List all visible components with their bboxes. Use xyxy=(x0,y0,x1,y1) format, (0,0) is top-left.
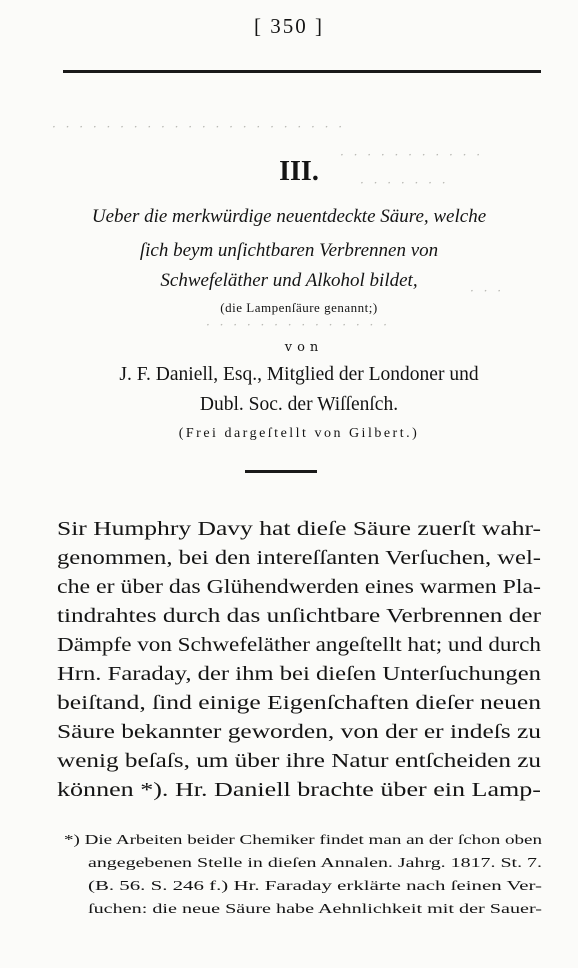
body-text-line: tindrahtes durch das unſichtbare Verbrennen der xyxy=(57,605,541,627)
byline-word: von xyxy=(284,340,324,355)
article-subtitle: (die Lampenſäure genannt;) xyxy=(220,300,378,315)
body-text-line: können *). Hr. Daniell brachte über ein Lamp- xyxy=(57,779,541,801)
article-title-line: ſich beym unſichtbaren Verbrennen von xyxy=(139,240,439,261)
body-text-line: Säure bekannter geworden, von der er indeſs zu xyxy=(57,721,541,743)
body-text-line: genommen, bei den intereſſanten Verſuchen, wel- xyxy=(57,547,541,569)
footnote-line: (B. 56. S. 246 f.) Hr. Faraday erklärte nach ſeinen Ver- xyxy=(88,878,542,893)
page-number: [ 350 ] xyxy=(254,14,324,38)
show-through-text: · · · · · · · xyxy=(360,176,449,190)
show-through-text: · · · · · · · · · · · xyxy=(340,148,484,162)
footnote-line: angegebenen Stelle in dieſen Annalen. Jahrg. 1817. St. 7. xyxy=(88,855,542,870)
body-text-line: Sir Humphry Davy hat dieſe Säure zuerſt wahr- xyxy=(57,518,541,540)
show-through-text: · · · · · · · · · · · · · · xyxy=(206,318,390,332)
body-text-line: Hrn. Faraday, der ihm bei dieſen Unterſuchungen xyxy=(57,663,541,685)
body-text-line: Dämpfe von Schwefeläther angeſtellt hat; und durch xyxy=(57,634,541,656)
footnote-line: ſuchen: die neue Säure habe Aehnlichkeit mit der Sauer- xyxy=(88,901,542,916)
body-text-line: wenig beſaſs, um über ihre Natur entſcheiden zu xyxy=(57,750,541,772)
body-text-line: beiſtand, ſind einige Eigenſchaften dieſer neuen xyxy=(57,692,541,714)
body-text-line: che er über das Glühendwerden eines warmen Pla- xyxy=(57,576,541,598)
show-through-text: · · · xyxy=(470,284,505,298)
author-line: Dubl. Soc. der Wiſſenſch. xyxy=(199,394,399,415)
author-line: J. F. Daniell, Esq., Mitglied der Londoner und xyxy=(119,364,479,385)
show-through-text: · · · · · · · · · · · · · · · · · · · · · · xyxy=(52,120,346,134)
translation-note: (Frei dargeſtellt von Gilbert.) xyxy=(178,426,420,441)
article-title-line: Ueber die merkwürdige neuentdeckte Säure, welche xyxy=(91,206,487,227)
section-number: III. xyxy=(279,156,319,187)
section-divider xyxy=(245,470,317,473)
header-rule xyxy=(63,70,541,73)
article-title-line: Schwefeläther und Alkohol bildet, xyxy=(160,270,418,291)
footnote-line: *) Die Arbeiten beider Chemiker findet man an der ſchon oben xyxy=(64,832,542,847)
